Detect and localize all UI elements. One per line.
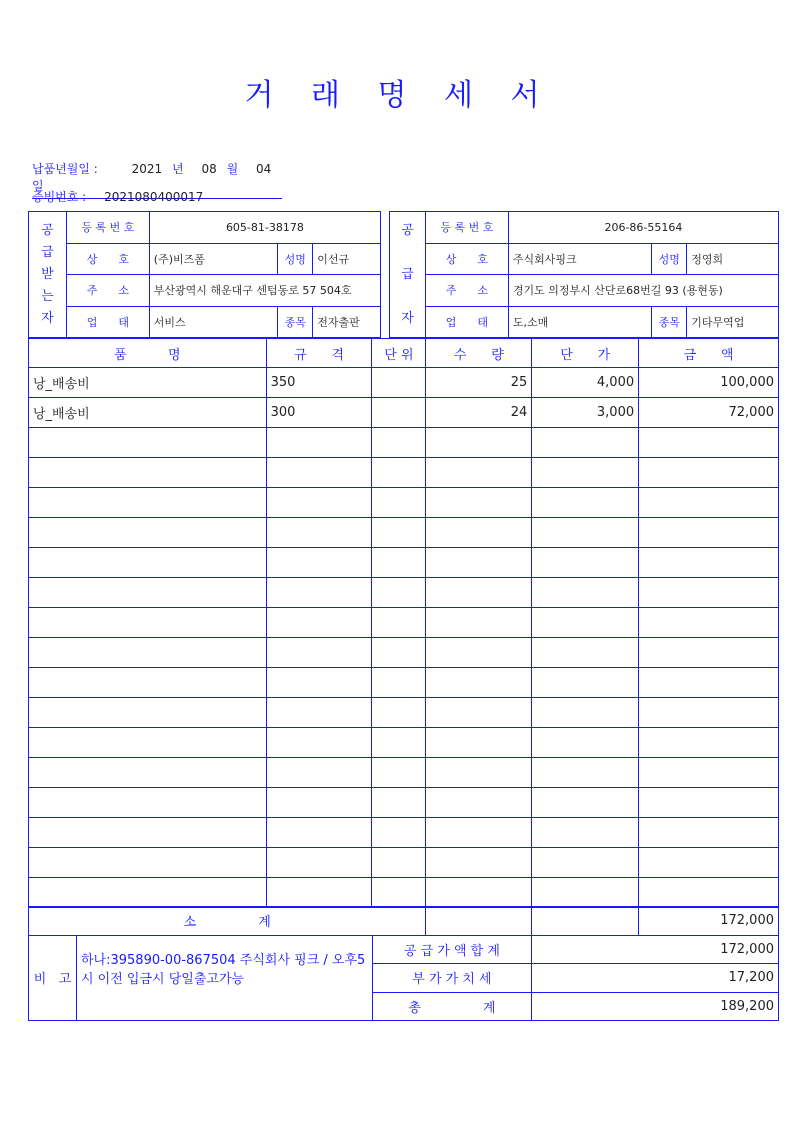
document-title: 거 래 명 세 서 [244,78,554,113]
table-row: 낭_배송비 350 25 4,000 100,000 [29,368,779,398]
table-row-empty [29,518,779,548]
table-row-empty [29,668,779,698]
receiver-label: 공 급 받 는 자 [29,212,67,338]
table-row-empty [29,488,779,518]
table-row: 낭_배송비 300 24 3,000 72,000 [29,398,779,428]
serial-number: 증빙번호 : 2021080400017 [32,190,204,204]
remarks-text: 하나:395890-00-867504 주식회사 핑크 / 오후5시 이전 입금시 당일출고가능 [76,935,372,1021]
party-info-table: 공 급 받 는 자 등 록 번 호 605-81-38178 공 급 자 등 록 번 호 206-86-55164 상 호 (주)비즈폼 성명 이선규 상 호 주식회사핑크 성명 정영희 주 소 부산광역시 해운대구 센텀동로 57 504호 주 소 경기도 의정부시 산단로68번길 93 (용현동) 업 태 서비스 종목 전자출판 업 태 도,소매 종목 기타무역업 [28,211,779,338]
receiver-addr: 부산광역시 해운대구 센텀동로 57 504호 [149,275,380,307]
table-row-empty [29,578,779,608]
table-row-empty [29,608,779,638]
totals-table: 소 계 172,000 비 고 하나:395890-00-867504 주식회사 핑크 / 오후5시 이전 입금시 당일출고가능 공 급 가 액 합 계 172,000 부 가 가 치 세 17,200 총 계 189,200 [28,906,779,1021]
table-row-empty [29,848,779,878]
table-row-empty [29,698,779,728]
supplier-name: 정영희 [687,243,779,275]
supplier-item-type: 기타무역업 [687,306,779,338]
table-row-empty [29,818,779,848]
delivery-day: 04 [255,162,272,176]
table-row-empty [29,788,779,818]
items-header: 품 명 규 격 단 위 수 량 단 가 금 액 [29,339,779,368]
subtotal-value: 172,000 [639,907,779,936]
delivery-date: 납품년월일 : 2021 년 08 월 04 일 [32,160,282,199]
receiver-name: 이선규 [313,243,381,275]
supplier-company: 주식회사핑크 [508,243,651,275]
items-table [28,338,779,908]
vat-total: 17,200 [532,964,779,993]
receiver-reg: 605-81-38178 [149,212,380,244]
delivery-month: 08 [201,162,217,176]
table-row-empty [29,638,779,668]
supplier-addr: 경기도 의정부시 산단로68번길 93 (용현동) [508,275,778,307]
supplier-label: 공 급 자 [390,212,426,338]
supplier-biz: 도,소매 [508,306,651,338]
table-row-empty [29,728,779,758]
receiver-biz: 서비스 [149,306,278,338]
delivery-year: 2021 [131,162,163,176]
receiver-company: (주)비즈폼 [149,243,278,275]
receiver-item-type: 전자출판 [313,306,381,338]
remarks-label: 비 고 [29,935,77,1021]
supply-total: 172,000 [532,935,779,964]
table-row-empty [29,428,779,458]
supplier-reg: 206-86-55164 [508,212,778,244]
table-row-empty [29,548,779,578]
table-row-empty [29,878,779,908]
table-row-empty [29,758,779,788]
subtotal-row: 소 계 172,000 [29,907,779,936]
grand-total: 189,200 [532,992,779,1021]
table-row-empty [29,458,779,488]
